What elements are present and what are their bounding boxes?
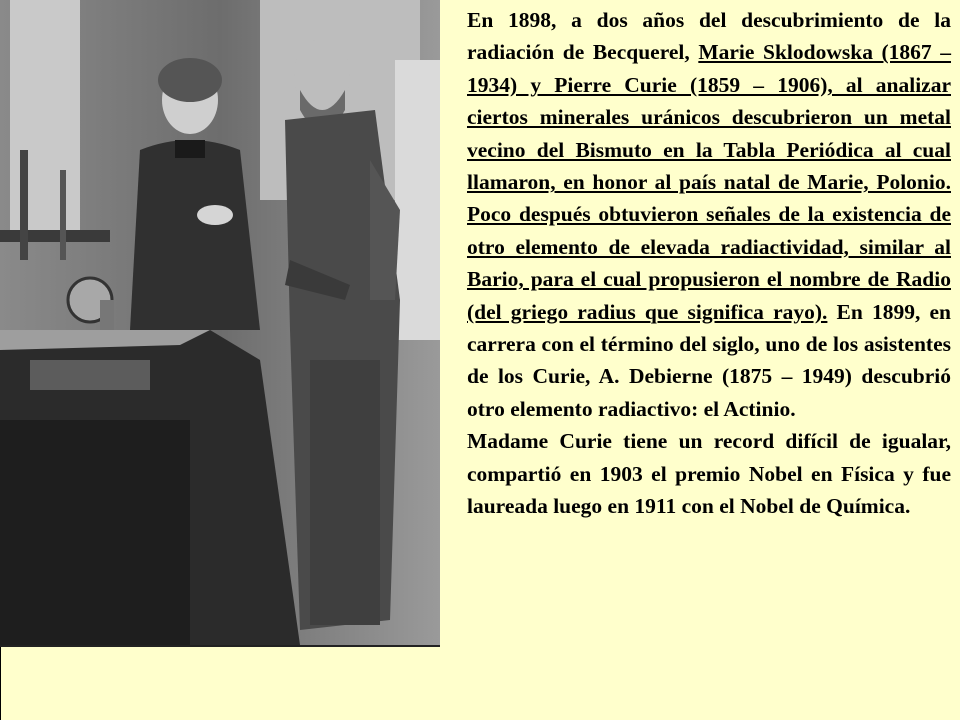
curie-photo — [0, 0, 440, 645]
paragraph-intro: En 1898, a dos años del descubrimiento de la radiación de Becquerel, — [467, 8, 951, 65]
text-block — [467, 4, 951, 523]
paragraph-rest: En 1899, en carrera con el término del siglo, uno de los asistentes de los Curie, A. Debierne (1875 – 1949) descubrió otro elemento radiactivo: el Actinio. — [467, 299, 951, 421]
photo-bottom-border — [0, 645, 440, 647]
paragraph-nobel: Madame Curie tiene un record difícil de igualar, compartió en 1903 el premio Nobel en Física y fue laureada luego en 1911 con el Nobel de Química. — [467, 429, 951, 519]
paragraph-underlined: Marie Sklodowska (1867 – 1934) y Pierre Curie (1859 – 1906), al analizar ciertos minerales uránicos descubrieron un metal vecino del Bismuto en la Tabla Periódica al cual llamaron, en honor al país natal de Marie, Polonio. Poco después obtuvieron señales de la existencia de otro elemento de elevada radiactividad, similar al Bario, para el cual propusieron el nombre de Radio (del griego radius que significa rayo). — [467, 40, 951, 324]
paragraph-discovery — [467, 4, 951, 425]
